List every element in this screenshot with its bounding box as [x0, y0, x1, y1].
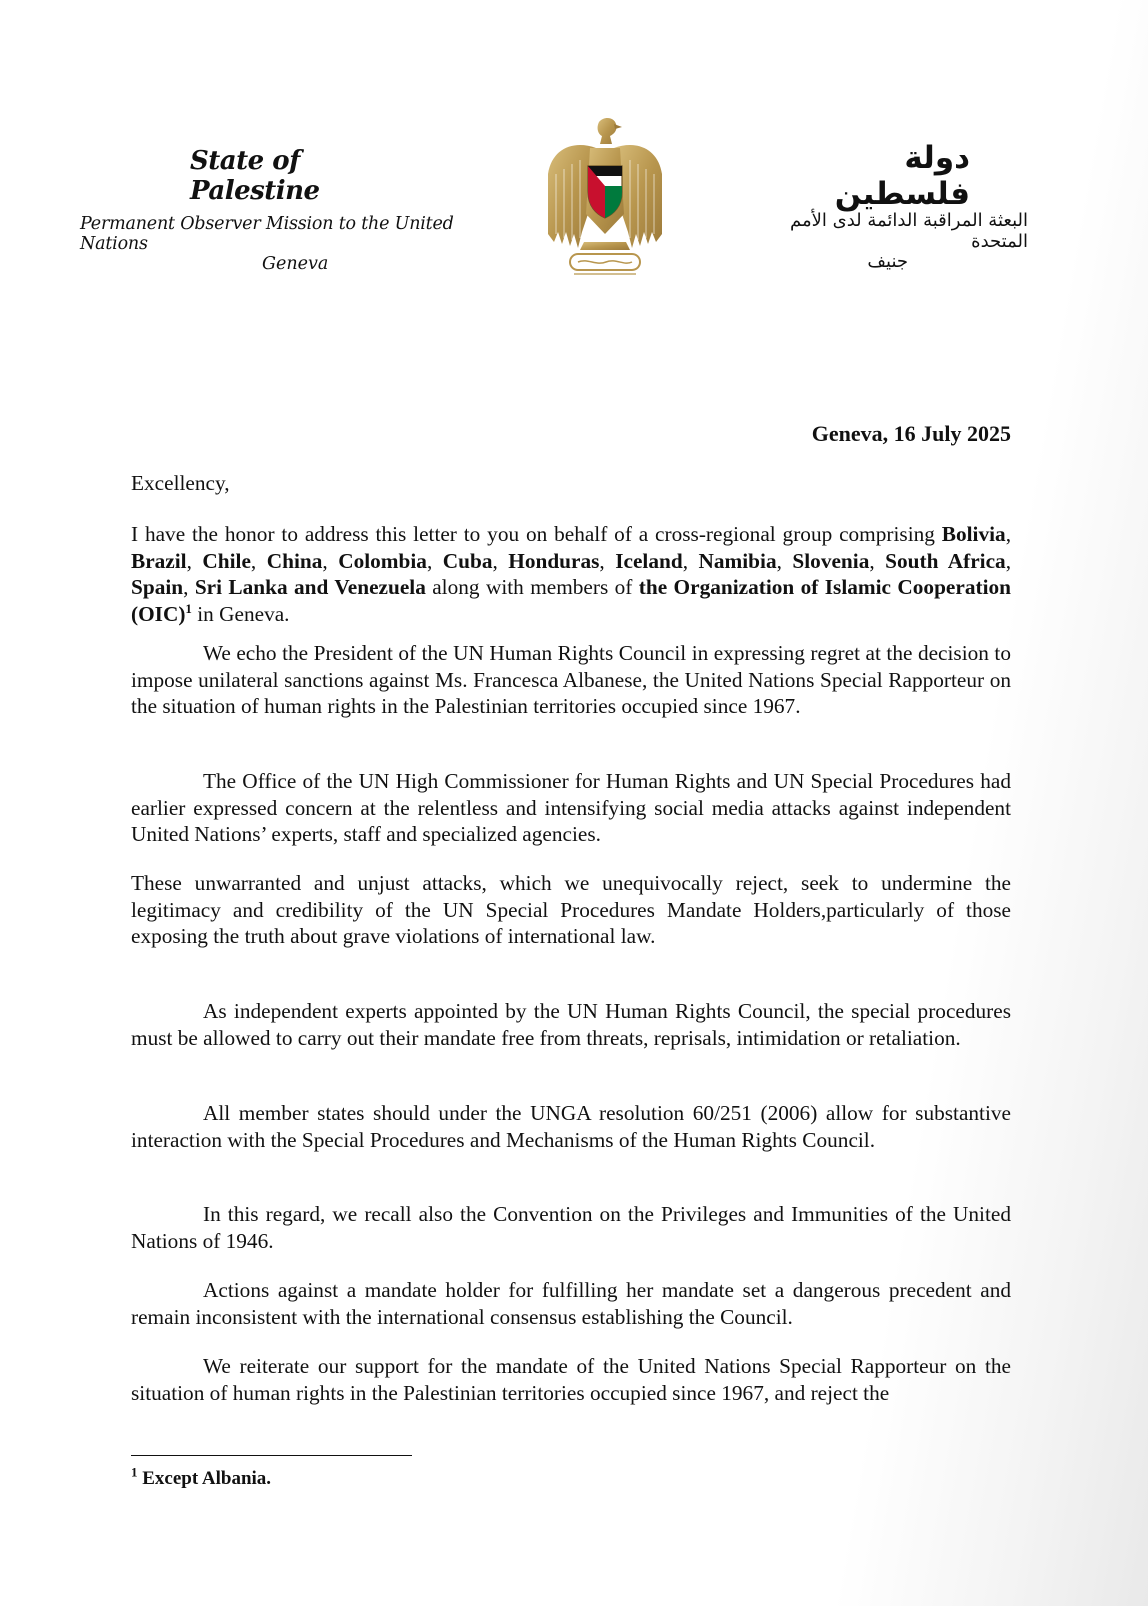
- country: Sri Lanka and Venezuela: [194, 575, 426, 599]
- paragraph-8: Actions against a mandate holder for fulfilling her mandate set a dangerous precedent and remain inconsistent with the international consensus establishing the Council.: [131, 1278, 1011, 1329]
- mission-name: Permanent Observer Mission to the United Nations: [80, 214, 454, 254]
- country: Namibia: [698, 548, 777, 573]
- footnote-mark: 1: [131, 1464, 138, 1480]
- p1-intro: I have the honor to address this letter to you on behalf of a cross-regional group comprising: [131, 522, 935, 546]
- mission-city-arabic: جنيف: [867, 251, 908, 272]
- paragraph-5: As independent experts appointed by the UN Human Rights Council, the special procedures must be allowed to carry out their mandate free from threats, reprisals, intimidation or retaliation.: [131, 999, 1011, 1050]
- organization-name: the Organization of Islamic Cooperation (OIC): [131, 575, 1011, 626]
- country: China: [266, 548, 323, 573]
- country: Slovenia: [792, 548, 870, 573]
- footnote: [131, 1464, 272, 1490]
- mission-city: Geneva: [262, 254, 329, 274]
- country: Cuba: [442, 548, 493, 573]
- footnote-text: Except Albania.: [142, 1468, 272, 1489]
- paragraph-7: In this regard, we recall also the Convention on the Privileges and Immunities of the United Nations of 1946.: [131, 1202, 1011, 1253]
- paragraph-2: We echo the President of the UN Human Rights Council in expressing regret at the decision to impose unilateral sanctions against Ms. Francesca Albanese, the United Nations Special Rapporteur on the situation of human rights in the Palestinian territories occupied since 1967.: [131, 641, 1011, 718]
- paragraph-4: These unwarranted and unjust attacks, which we unequivocally reject, seek to undermine the legitimacy and credibility of the UN Special Procedures Mandate Holders,particularly of those exposing the truth about grave violations of international law.: [131, 871, 1011, 948]
- p1-tail: in Geneva.: [197, 601, 290, 626]
- country: Honduras: [508, 548, 600, 573]
- country: Bolivia: [941, 522, 1006, 546]
- country: Spain: [131, 575, 184, 599]
- coat-of-arms-icon: [544, 114, 666, 284]
- country: South Africa: [885, 548, 1006, 573]
- mission-name-arabic: البعثة المراقبة الدائمة لدى الأمم المتحدة: [790, 210, 1028, 252]
- country: Chile: [202, 548, 251, 573]
- country: Iceland: [615, 548, 683, 573]
- paragraph-9: We reiterate our support for the mandate of the United Nations Special Rapporteur on the situation of human rights in the Palestinian territories occupied since 1967, and reject the: [131, 1354, 1011, 1405]
- paragraph-3: The Office of the UN High Commissioner for Human Rights and UN Special Procedures had earlier expressed concern at the relentless and intensifying social media attacks against independent United Nations’ experts, staff and specialized agencies.: [131, 769, 1011, 846]
- footnote-divider: [131, 1455, 412, 1456]
- paragraph-1: I have the honor to address this letter to you on behalf of a cross-regional group comprising Bolivia, Brazil, Chile, China, Colombia, Cuba, Honduras, Iceland, Namibia, Slovenia, South Africa, Spain, Sri Lanka and Venezuela along with members of the Organization of Islamic Cooperation (OIC)$^1$ in Geneva.: [131, 522, 1012, 626]
- country: Brazil: [131, 548, 187, 573]
- country: Colombia: [338, 548, 427, 573]
- p1-along: along with members of: [432, 575, 633, 599]
- letter-date: Geneva, 16 July 2025: [811, 421, 1011, 446]
- salutation: Excellency,: [131, 471, 230, 495]
- mission-state-name: State of Palestine: [190, 146, 320, 206]
- footnote-reference: 1: [185, 600, 192, 616]
- paragraph-6: All member states should under the UNGA resolution 60/251 (2006) allow for substantive interaction with the Special Procedures and Mechanisms of the Human Rights Council.: [131, 1101, 1011, 1152]
- mission-state-name-arabic: دولة فلسطين: [834, 140, 970, 212]
